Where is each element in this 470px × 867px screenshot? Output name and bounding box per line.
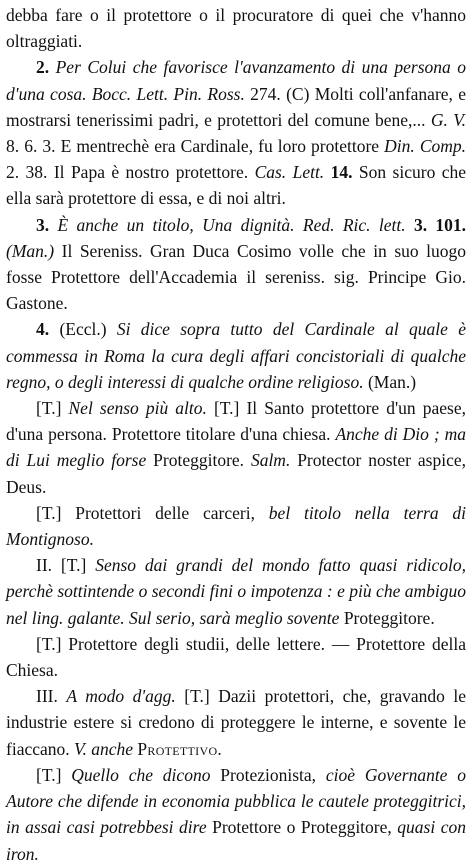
- sense-2-citation-3-number: 2. 38.: [6, 162, 48, 183]
- sense-4-definition: Si dice sopra tutto del Cardinale al quale è commessa in Roma la cura degli affari concistoriali di qualche regno, o degli interessi di qualche ordine religioso.: [6, 319, 467, 392]
- note-1-citation: Salm.: [250, 450, 291, 471]
- sense-3-definition: È anche un titolo, Una dignità.: [57, 214, 295, 235]
- sense-4-marker-2: (Man.): [367, 371, 417, 392]
- continuation-text: debba fare o il protettore o il procuratore di quei che v'hanno oltraggiati.: [6, 5, 466, 52]
- sense-2-text-4: Son sicuro che ella sarà protettore di essa, e di noi altri.: [6, 162, 467, 209]
- sense-II-text: Proteggitore.: [343, 607, 435, 628]
- note-1-definition-2: Anche di Dio ; ma di Lui meglio forse: [6, 424, 466, 471]
- sense-3-marker: (Man.): [6, 240, 55, 261]
- sense-3-citation: Red. Ric. lett.: [302, 214, 406, 235]
- sense-III-number: III.: [36, 686, 58, 707]
- tommaseo-note-1: [6, 395, 466, 500]
- sense-2-citation-2-number: 8. 6. 3.: [6, 136, 56, 157]
- tommaseo-note-2: [6, 500, 466, 552]
- sense-2-definition: Per Colui che favorisce l'avanzamento di una persona o d'una cosa.: [6, 57, 467, 104]
- tommaseo-note-4: [6, 762, 466, 867]
- sense-2-marker: (C): [286, 83, 310, 104]
- note-4-italic-3: quasi con iron.: [6, 817, 466, 864]
- sense-III-definition: A modo d'agg.: [66, 686, 176, 707]
- tommaseo-tag: [T.]: [60, 555, 87, 576]
- note-1-text-2: Proteggitore.: [153, 450, 245, 471]
- note-1-definition: Nel senso più alto.: [68, 398, 207, 419]
- tommaseo-tag: [T.]: [36, 764, 62, 785]
- note-4-italic-2: cioè Governante o Autore che difende in economia pubblica le cautele proteggitrici, in assai casi potrebbesi dire: [6, 764, 467, 838]
- sense-3-citation-number: 3. 101.: [413, 214, 467, 235]
- note-3-text: Protettore degli studii, delle lettere. — Protettore della Chiesa.: [6, 633, 467, 681]
- tommaseo-tag: [T.]: [36, 633, 62, 654]
- note-2-italic: bel titolo nella terra di Montignoso.: [6, 502, 467, 550]
- tommaseo-tag: [T.]: [213, 398, 240, 419]
- sense-III-text: Dazii protettori, che, gravando le industrie estere si credono di proteggere le interne, e sovente le fiaccano.: [6, 686, 467, 759]
- note-1-text-1: Il Santo protettore d'un paese, d'una persona. Protettore titolare d'una chiesa.: [6, 398, 466, 445]
- note-4-italic-1: Quello che dicono: [71, 764, 211, 785]
- sense-III: [6, 683, 466, 762]
- note-2-text: Protettori delle carceri,: [75, 502, 255, 523]
- sense-2-text-3: Il Papa è nostro protettore.: [53, 162, 249, 183]
- sense-2-citation-1-number: 274.: [250, 83, 281, 104]
- sense-III-see-also-word: Protettivo.: [137, 738, 223, 759]
- sense-2-citation-3: Din. Comp.: [384, 136, 466, 157]
- sense-4-number: 4.: [36, 319, 50, 340]
- note-4-text-1: Protezionista,: [220, 764, 317, 785]
- sense-2-text-1: Molti coll'anfanare, e mostrarsi tenerissimi padri, e protettori del comune bene,...: [6, 83, 466, 130]
- tommaseo-tag: [T.]: [36, 398, 62, 419]
- sense-II: [6, 552, 466, 631]
- note-4-text-2: Protettore o Proteggitore,: [212, 817, 392, 838]
- sense-2-citation-4-number: 14.: [330, 162, 353, 183]
- tommaseo-tag: [T.]: [184, 686, 210, 707]
- sense-2-number: 2.: [36, 57, 50, 78]
- sense-2-citation-1: Bocc. Lett. Pin. Ross.: [91, 83, 245, 104]
- sense-2: [6, 54, 466, 211]
- sense-2-citation-2: G. V.: [430, 109, 466, 130]
- sense-4: [6, 316, 466, 395]
- tommaseo-note-3: [6, 631, 466, 683]
- sense-3-text: Il Sereniss. Gran Duca Cosimo volle che in suo luogo fosse Protettore dell'Accademia il sereniss. sig. Principe Gio. Gastone.: [6, 240, 466, 314]
- sense-III-see-also: V. anche: [74, 738, 133, 759]
- sense-3-number: 3.: [36, 214, 50, 235]
- sense-3: [6, 212, 466, 317]
- sense-II-number: II.: [36, 555, 53, 576]
- sense-2-citation-4: Cas. Lett.: [254, 162, 325, 183]
- sense-2-text-2: E mentrechè era Cardinale, fu loro protettore: [60, 136, 380, 157]
- entry-continuation: [6, 2, 466, 54]
- sense-4-marker: (Eccl.): [59, 319, 107, 340]
- tommaseo-tag: [T.]: [36, 502, 62, 523]
- note-1-text-3: Protector noster aspice, Deus.: [6, 450, 466, 497]
- sense-II-definition: Senso dai grandi del mondo fatto quasi ridicolo, perchè sottintende o secondi fini o impotenza : e più che ambiguo nel ling. galante. Sul serio, sarà meglio sovente: [6, 555, 466, 628]
